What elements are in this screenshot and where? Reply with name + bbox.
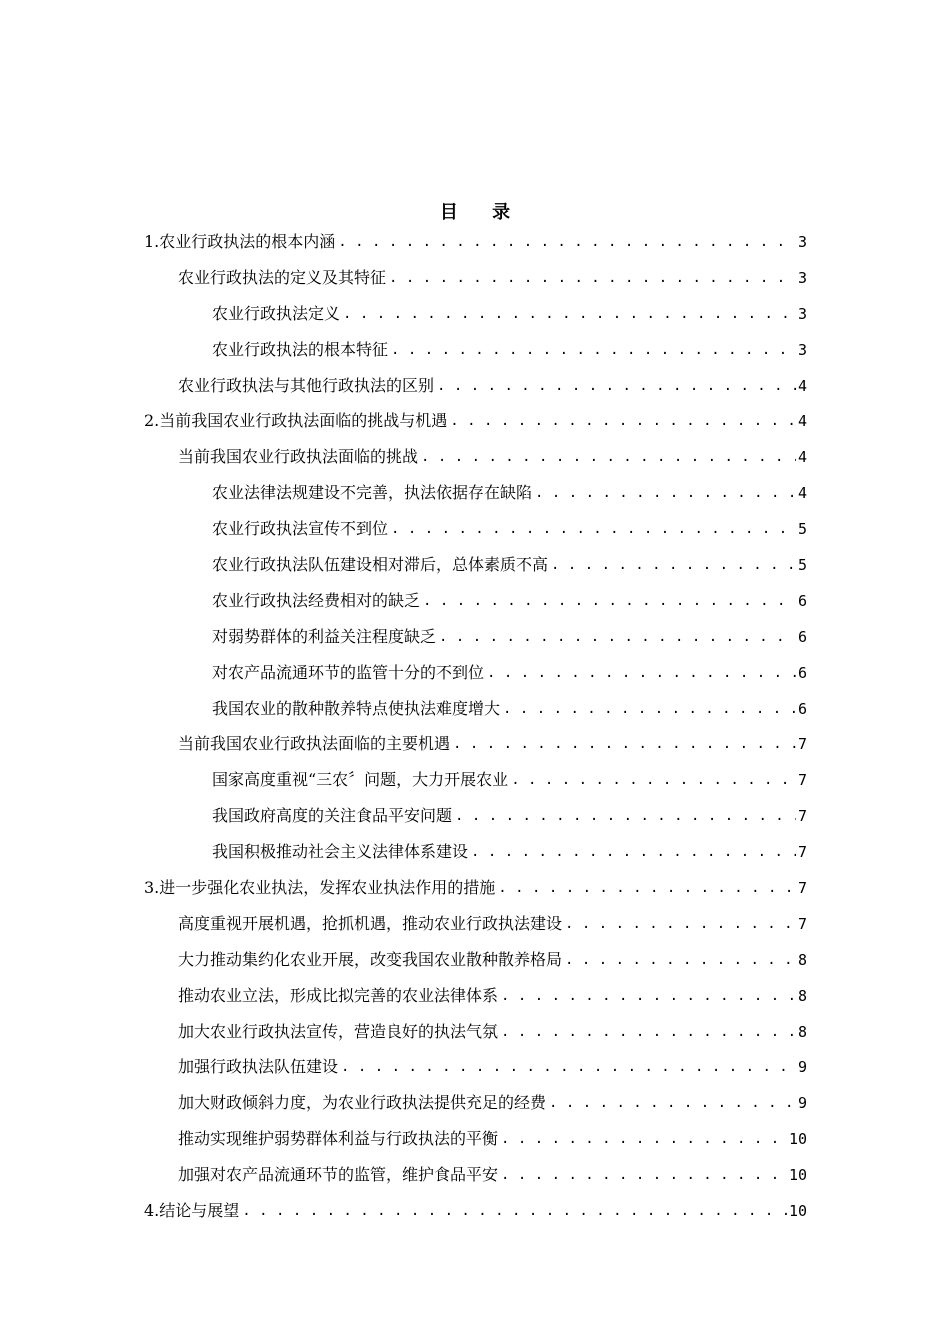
toc-entry[interactable] xyxy=(0,224,950,260)
toc-dot-leader xyxy=(565,914,796,934)
toc-entry-text: 我国积极推动社会主义法律体系建设 xyxy=(212,842,469,862)
toc-entry-text: 农业行政执法的定义及其特征 xyxy=(178,267,387,287)
toc-entry-text: 农业行政执法与其他行政执法的区别 xyxy=(178,375,435,395)
toc-entry[interactable] xyxy=(0,583,950,619)
toc-entry-text: 农业行政执法的根本特征 xyxy=(212,339,389,359)
toc-entry-text: 推动实现维护弱势群体利益与行政执法的平衡 xyxy=(178,1129,499,1149)
toc-entry[interactable] xyxy=(0,260,950,296)
toc-page-number: 7 xyxy=(797,735,807,754)
toc-page-number: 9 xyxy=(797,1058,807,1077)
toc-entry-text: 当前我国农业行政执法面临的主要机遇 xyxy=(178,734,451,754)
toc-entry[interactable] xyxy=(0,439,950,475)
toc-entry-text: 对弱势群体的利益关注程度缺乏 xyxy=(212,626,437,646)
toc-page-number: 7 xyxy=(797,914,807,933)
toc-dot-leader xyxy=(341,1057,796,1077)
toc-dot-leader xyxy=(450,411,796,431)
toc-entry[interactable] xyxy=(0,1157,950,1193)
toc-entry[interactable] xyxy=(0,368,950,404)
toc-dot-leader xyxy=(501,986,796,1006)
toc-dot-leader xyxy=(338,232,796,252)
toc-entry[interactable] xyxy=(0,978,950,1014)
toc-entry-text: 国家高度重视“三农〞问题，大力开展农业 xyxy=(212,770,509,790)
toc-page-number: 4 xyxy=(797,376,807,395)
toc-page-number: 10 xyxy=(788,1166,807,1185)
toc-dot-leader xyxy=(501,1165,787,1185)
toc-entry-text: 2.当前我国农业行政执法面临的挑战与机遇 xyxy=(144,411,448,431)
toc-page-number: 6 xyxy=(797,627,807,646)
toc-entry-text: 对农产品流通环节的监管十分的不到位 xyxy=(212,662,485,682)
toc-page-number: 3 xyxy=(797,232,807,251)
toc-entry-text: 1.农业行政执法的根本内涵 xyxy=(144,231,336,251)
toc-entry[interactable] xyxy=(0,834,950,870)
toc-title: 目 录 xyxy=(439,202,525,223)
toc-entry[interactable] xyxy=(0,655,950,691)
toc-page-number: 7 xyxy=(797,771,807,790)
toc-dot-leader xyxy=(503,699,796,719)
toc-entry-text: 推动农业立法，形成比拟完善的农业法律体系 xyxy=(178,985,499,1005)
toc-page-number: 7 xyxy=(797,878,807,897)
toc-entry[interactable] xyxy=(0,1193,950,1229)
toc-entry-text: 农业法律法规建设不完善，执法依据存在缺陷 xyxy=(212,483,533,503)
toc-dot-leader xyxy=(501,1129,787,1149)
toc-page-number: 7 xyxy=(797,807,807,826)
toc-entry[interactable] xyxy=(0,762,950,798)
toc-dot-leader xyxy=(565,950,796,970)
toc-dot-leader xyxy=(391,340,796,360)
toc-page-number: 4 xyxy=(797,448,807,467)
toc-dot-leader xyxy=(511,770,796,790)
toc-page-number: 5 xyxy=(797,555,807,574)
toc-dot-leader xyxy=(471,842,796,862)
toc-page-number: 4 xyxy=(797,412,807,431)
toc-page-number: 3 xyxy=(797,340,807,359)
toc-dot-leader xyxy=(242,1201,787,1221)
toc-dot-leader xyxy=(423,591,796,611)
toc-entry[interactable] xyxy=(0,906,950,942)
toc-page-number: 8 xyxy=(797,950,807,969)
toc-entry[interactable] xyxy=(0,1085,950,1121)
toc-dot-leader xyxy=(487,663,796,683)
toc-entry[interactable] xyxy=(0,1049,950,1085)
toc-entry-text: 加大财政倾斜力度，为农业行政执法提供充足的经费 xyxy=(178,1093,547,1113)
toc-dot-leader xyxy=(389,268,796,288)
toc-dot-leader xyxy=(421,447,796,467)
toc-entry-text: 加大农业行政执法宣传，营造良好的执法气氛 xyxy=(178,1021,499,1041)
toc-page-number: 10 xyxy=(788,1201,807,1220)
toc-entry[interactable] xyxy=(0,619,950,655)
toc-entry[interactable] xyxy=(0,547,950,583)
toc-dot-leader xyxy=(391,519,796,539)
toc-dot-leader xyxy=(455,806,796,826)
toc-page-number: 7 xyxy=(797,843,807,862)
toc-page-number: 5 xyxy=(797,520,807,539)
toc-entry[interactable] xyxy=(0,1121,950,1157)
toc-entry[interactable] xyxy=(0,511,950,547)
toc-dot-leader xyxy=(453,734,796,754)
toc-list xyxy=(0,224,950,1229)
toc-page-number: 6 xyxy=(797,591,807,610)
toc-entry[interactable] xyxy=(0,942,950,978)
toc-entry-text: 农业行政执法定义 xyxy=(212,303,341,323)
toc-dot-leader xyxy=(549,1093,796,1113)
toc-dot-leader xyxy=(437,376,796,396)
toc-dot-leader xyxy=(551,555,796,575)
toc-dot-leader xyxy=(439,627,796,647)
toc-page-number: 3 xyxy=(797,268,807,287)
toc-entry-text: 当前我国农业行政执法面临的挑战 xyxy=(178,447,419,467)
toc-entry-text: 4.结论与展望 xyxy=(144,1200,240,1220)
toc-entry[interactable] xyxy=(0,726,950,762)
toc-dot-leader xyxy=(535,483,796,503)
toc-dot-leader xyxy=(498,878,796,898)
toc-page-number: 6 xyxy=(797,663,807,682)
toc-entry-text: 大力推动集约化农业开展，改变我国农业散种散养格局 xyxy=(178,949,563,969)
toc-page-number: 6 xyxy=(797,699,807,718)
toc-entry[interactable] xyxy=(0,475,950,511)
toc-entry[interactable] xyxy=(0,798,950,834)
toc-entry-text: 加强行政执法队伍建设 xyxy=(178,1057,339,1077)
toc-entry-text: 加强对农产品流通环节的监管，维护食品平安 xyxy=(178,1165,499,1185)
toc-entry[interactable] xyxy=(0,403,950,439)
toc-entry[interactable] xyxy=(0,296,950,332)
toc-entry[interactable] xyxy=(0,691,950,727)
toc-page-number: 8 xyxy=(797,986,807,1005)
toc-entry-text: 农业行政执法经费相对的缺乏 xyxy=(212,590,421,610)
toc-entry-text: 高度重视开展机遇，抢抓机遇，推动农业行政执法建设 xyxy=(178,913,563,933)
toc-page-number: 8 xyxy=(797,1022,807,1041)
toc-entry[interactable] xyxy=(0,1014,950,1050)
toc-entry-text: 我国农业的散种散养特点使执法难度增大 xyxy=(212,698,501,718)
toc-page-number: 10 xyxy=(788,1130,807,1149)
toc-dot-leader xyxy=(501,1022,796,1042)
toc-entry[interactable] xyxy=(0,332,950,368)
toc-entry-text: 农业行政执法队伍建设相对滞后，总体素质不高 xyxy=(212,554,549,574)
toc-dot-leader xyxy=(343,304,796,324)
toc-entry-text: 农业行政执法宣传不到位 xyxy=(212,519,389,539)
toc-page-number: 9 xyxy=(797,1094,807,1113)
toc-page-number: 3 xyxy=(797,304,807,323)
toc-page-number: 4 xyxy=(797,484,807,503)
toc-entry-text: 3.进一步强化农业执法，发挥农业执法作用的措施 xyxy=(144,877,496,897)
toc-entry[interactable] xyxy=(0,870,950,906)
toc-entry-text: 我国政府高度的关注食品平安问题 xyxy=(212,806,453,826)
